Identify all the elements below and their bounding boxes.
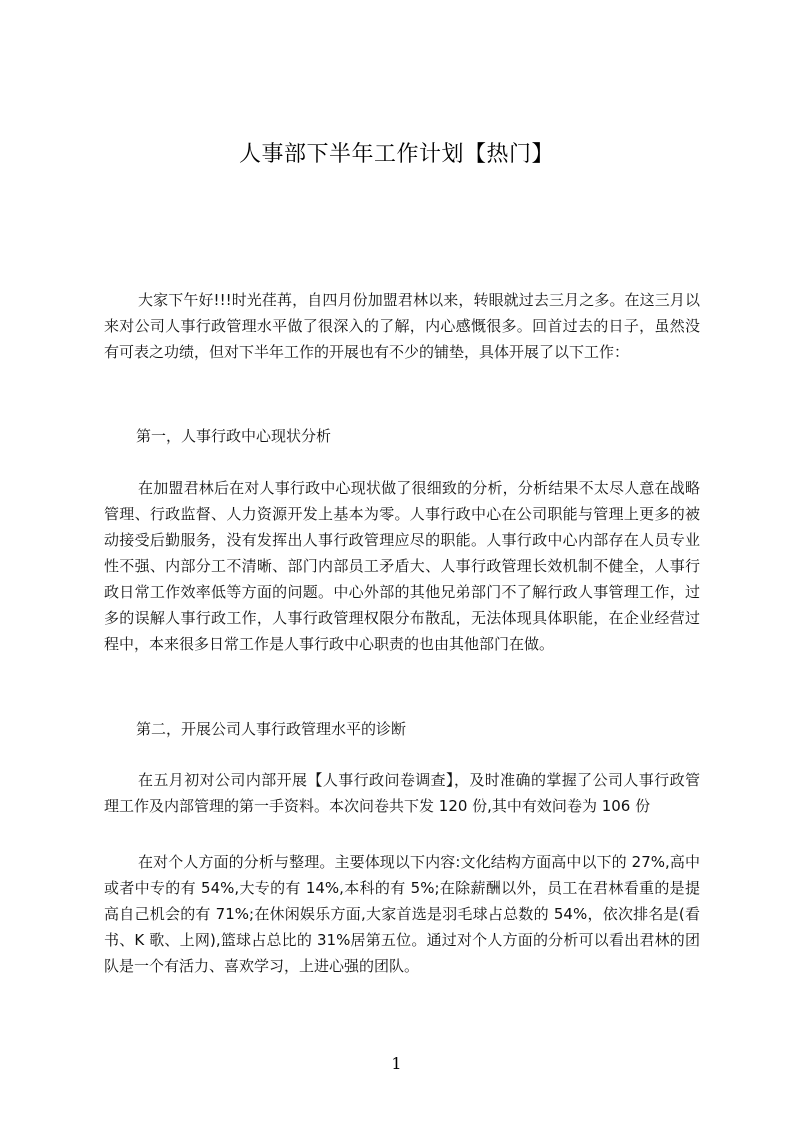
section-2-paragraph-2: 在对个人方面的分析与整理。主要体现以下内容:文化结构方面高中以下的 27%,高中或者中专的有 54%,大专的有 14%,本科的有 5%;在除薪酬以外，员工在君林看重的是提高自己机会的有 71%;在休闲娱乐方面,大家首选是羽毛球占总数的 54%，依次排名是(看书、K 歌、上网),篮球占总比的 31%居第五位。通过对个人方面的分析可以看出君林的团队是一个有活力、喜欢学习，上进心强的团队。	[104, 853, 700, 975]
section-1-paragraph: 在加盟君林后在对人事行政中心现状做了很细致的分析，分析结果不太尽人意在战略管理、行政监督、人力资源开发上基本为零。人事行政中心在公司职能与管理上更多的被动接受后勤服务，没有发挥出人事行政管理应尽的职能。人事行政中心内部存在人员专业性不强、内部分工不清晰、部门内部员工矛盾大、人事行政管理长效机制不健全，人事行政日常工作效率低等方面的问题。中心外部的其他兄弟部门不了解行政人事管理工作，过多的误解人事行政工作，人事行政管理权限分布散乱，无法体现具体职能，在企业经营过程中，本来很多日常工作是人事行政中心职责的也由其他部门在做。	[104, 479, 700, 653]
section-1-heading: 第一，人事行政中心现状分析	[136, 427, 332, 445]
page-number: 1	[391, 1054, 402, 1073]
intro-paragraph: 大家下午好!!!时光荏苒，自四月份加盟君林以来，转眼就过去三月之多。在这三月以来对公司人事行政管理水平做了很深入的了解，内心感慨很多。回首过去的日子，虽然没有可表之功绩，但对下半年工作的开展也有不少的铺垫，具体开展了以下工作：	[104, 291, 700, 361]
section-2-paragraph-1: 在五月初对公司内部开展【人事行政问卷调查】，及时准确的掌握了公司人事行政管理工作及内部管理的第一手资料。本次问卷共下发 120 份,其中有效问卷为 106 份	[104, 771, 700, 815]
document-title: 人事部下半年工作计划【热门】	[238, 142, 554, 167]
section-2-heading: 第二，开展公司人事行政管理水平的诊断	[136, 720, 407, 738]
